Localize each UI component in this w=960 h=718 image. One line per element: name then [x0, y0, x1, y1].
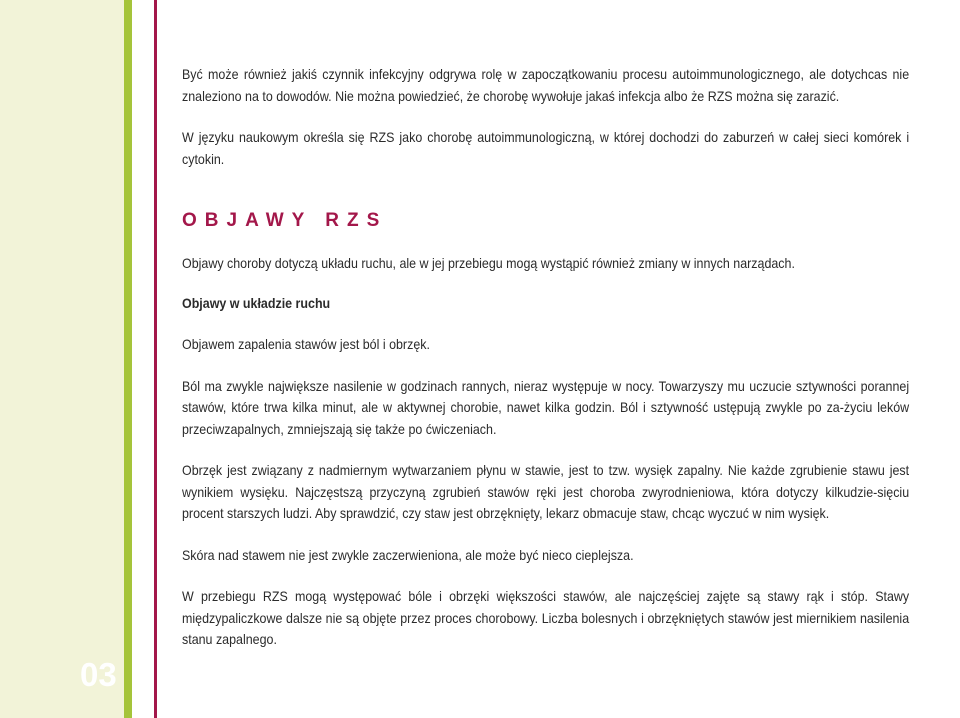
paragraph-symptom-3: Obrzęk jest związany z nadmiernym wytwarzaniem płynu w stawie, jest to tzw. wysięk zapalny. Nie każde zgrubienie stawu jest wynikiem wysięku. Najczęstszą przyczyną zgrubień stawów ręki jest choroba zwyrodnieniowa, która dotyczy kilkudzie-sięciu procent starszych ludzi. Aby sprawdzić, czy staw jest obrzęknięty, lekarz obmacuje staw, chcąc wyczuć w nim wysięk.	[182, 462, 910, 521]
paragraph-symptom-2: Ból ma zwykle największe nasilenie w godzinach rannych, nieraz występuje w nocy. Towarzyszy mu uczucie sztywności porannej stawów, które trwa kilka minut, ale w aktywnej chorobie, nawet kilka godzin. Ból i sztywność ustępują zwykle po za-życiu leków przeciwzapalnych, zmniejszają się także po ćwiczeniach.	[182, 377, 910, 437]
section-heading: OBJAWY RZS	[182, 210, 388, 231]
paragraph-symptom-5: W przebiegu RZS mogą występować bóle i obrzęki większości stawów, ale najczęściej zajęte są stawy rąk i stóp. Stawy międzypaliczkowe dalsze nie są objęte przez proces chorobowy. Liczba bolesnych i obrzękniętych stawów jest miernikiem nasilenia stanu zapalnego.	[182, 588, 910, 647]
page-number: 03	[80, 656, 117, 693]
subsection-heading: Objawy w układzie ruchu	[182, 294, 331, 311]
left-sidebar-panel	[0, 0, 124, 718]
green-accent-bar	[124, 0, 132, 718]
section-lead: Objawy choroby dotyczą układu ruchu, ale w jej przebiegu mogą wystąpić również zmiany w innych narządach.	[182, 255, 795, 271]
paragraph-intro-1: Być może również jakiś czynnik infekcyjny odgrywa rolę w zapoczątkowaniu procesu autoimmunologicznego, ale dotychcas nie znaleziono na to dowodów. Nie można powiedzieć, że chorobę wywołuje jakaś infekcja albo że RZS można się zarazić.	[182, 66, 910, 104]
paragraph-symptom-4: Skóra nad stawem nie jest zwykle zaczerwieniona, ale może być nieco cieplejsza.	[182, 546, 634, 563]
paragraph-symptom-1: Objawem zapalenia stawów jest ból i obrzęk.	[182, 336, 430, 352]
document-body	[182, 64, 909, 651]
paragraph-intro-2: W języku naukowym określa się RZS jako chorobę autoimmunologiczną, w której dochodzi do zaburzeń w całej sieci komórek i cytokin.	[182, 129, 910, 167]
maroon-divider-line	[154, 0, 157, 718]
